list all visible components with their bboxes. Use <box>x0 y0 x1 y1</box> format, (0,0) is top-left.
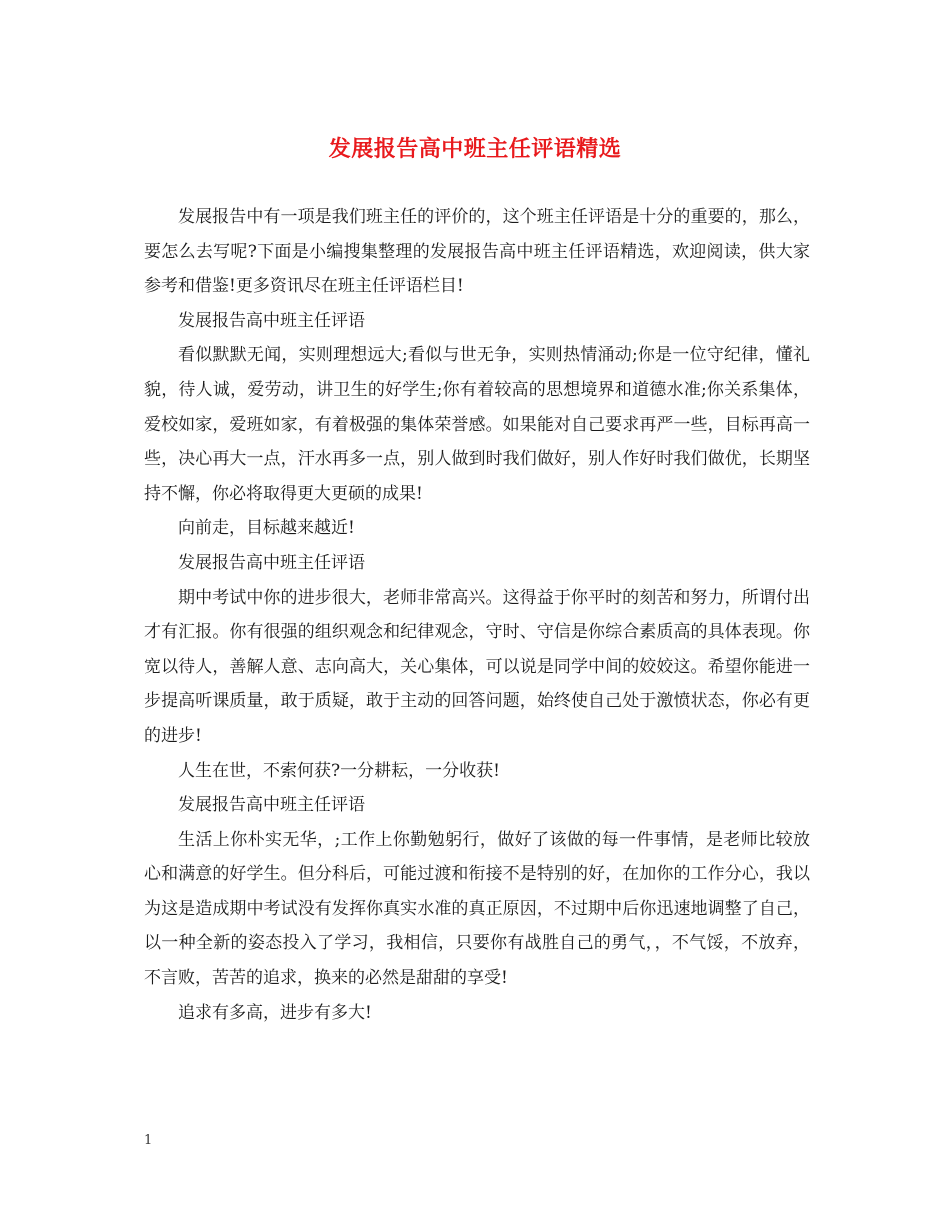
document-body <box>144 200 810 1030</box>
comment-paragraph: 看似默默无闻，实则理想远大;看似与世无争，实则热情涌动;你是一位守纪律，懂礼貌，待人诚，爱劳动，讲卫生的好学生;你有着较高的思想境界和道德水准;你关系集体，爱校如家，爱班如家，有着极强的集体荣誉感。如果能对自己要求再严一些，目标再高一些，决心再大一点，汗水再多一点，别人做到时我们做好，别人作好时我们做优，长期坚持不懈，你必将取得更大更硕的成果! <box>144 345 810 504</box>
section-heading: 发展报告高中班主任评语 <box>178 310 365 331</box>
motto-line: 人生在世，不索何获?一分耕耘，一分收获! <box>178 760 500 781</box>
comment-paragraph: 期中考试中你的进步很大，老师非常高兴。这得益于你平时的刻苦和努力，所谓付出才有汇报。你有很强的组织观念和纪律观念，守时、守信是你综合素质高的具体表现。你宽以待人，善解人意、志向高大，关心集体，可以说是同学中间的姣姣这。希望你能进一步提高听课质量，敢于质疑，敢于主动的回答问题，始终使自己处于激愤状态，你必有更的进步! <box>144 587 810 746</box>
page-number: 1 <box>144 1133 153 1148</box>
section-heading: 发展报告高中班主任评语 <box>178 552 365 573</box>
intro-paragraph: 发展报告中有一项是我们班主任的评价的，这个班主任评语是十分的重要的，那么，要怎么去写呢?下面是小编搜集整理的发展报告高中班主任评语精选，欢迎阅读，供大家参考和借鉴!更多资讯尽在班主任评语栏目! <box>144 207 810 297</box>
motto-line: 追求有多高，进步有多大! <box>178 1002 372 1023</box>
motto-line: 向前走，目标越来越近! <box>178 518 355 539</box>
comment-paragraph: 生活上你朴实无华，;工作上你勤勉躬行，做好了该做的每一件事情，是老师比较放心和满意的好学生。但分科后，可能过渡和衔接不是特别的好，在加你的工作分心，我以为这是造成期中考试没有发挥你真实水准的真正原因，不过期中后你迅速地调整了自己，以一种全新的姿态投入了学习，我相信，只要你有战胜自己的勇气，，不气馁，不放弃，不言败，苦苦的追求，换来的必然是甜甜的享受! <box>144 829 810 989</box>
document-title: 发展报告高中班主任评语精选 <box>328 136 622 162</box>
section-heading: 发展报告高中班主任评语 <box>178 795 365 816</box>
